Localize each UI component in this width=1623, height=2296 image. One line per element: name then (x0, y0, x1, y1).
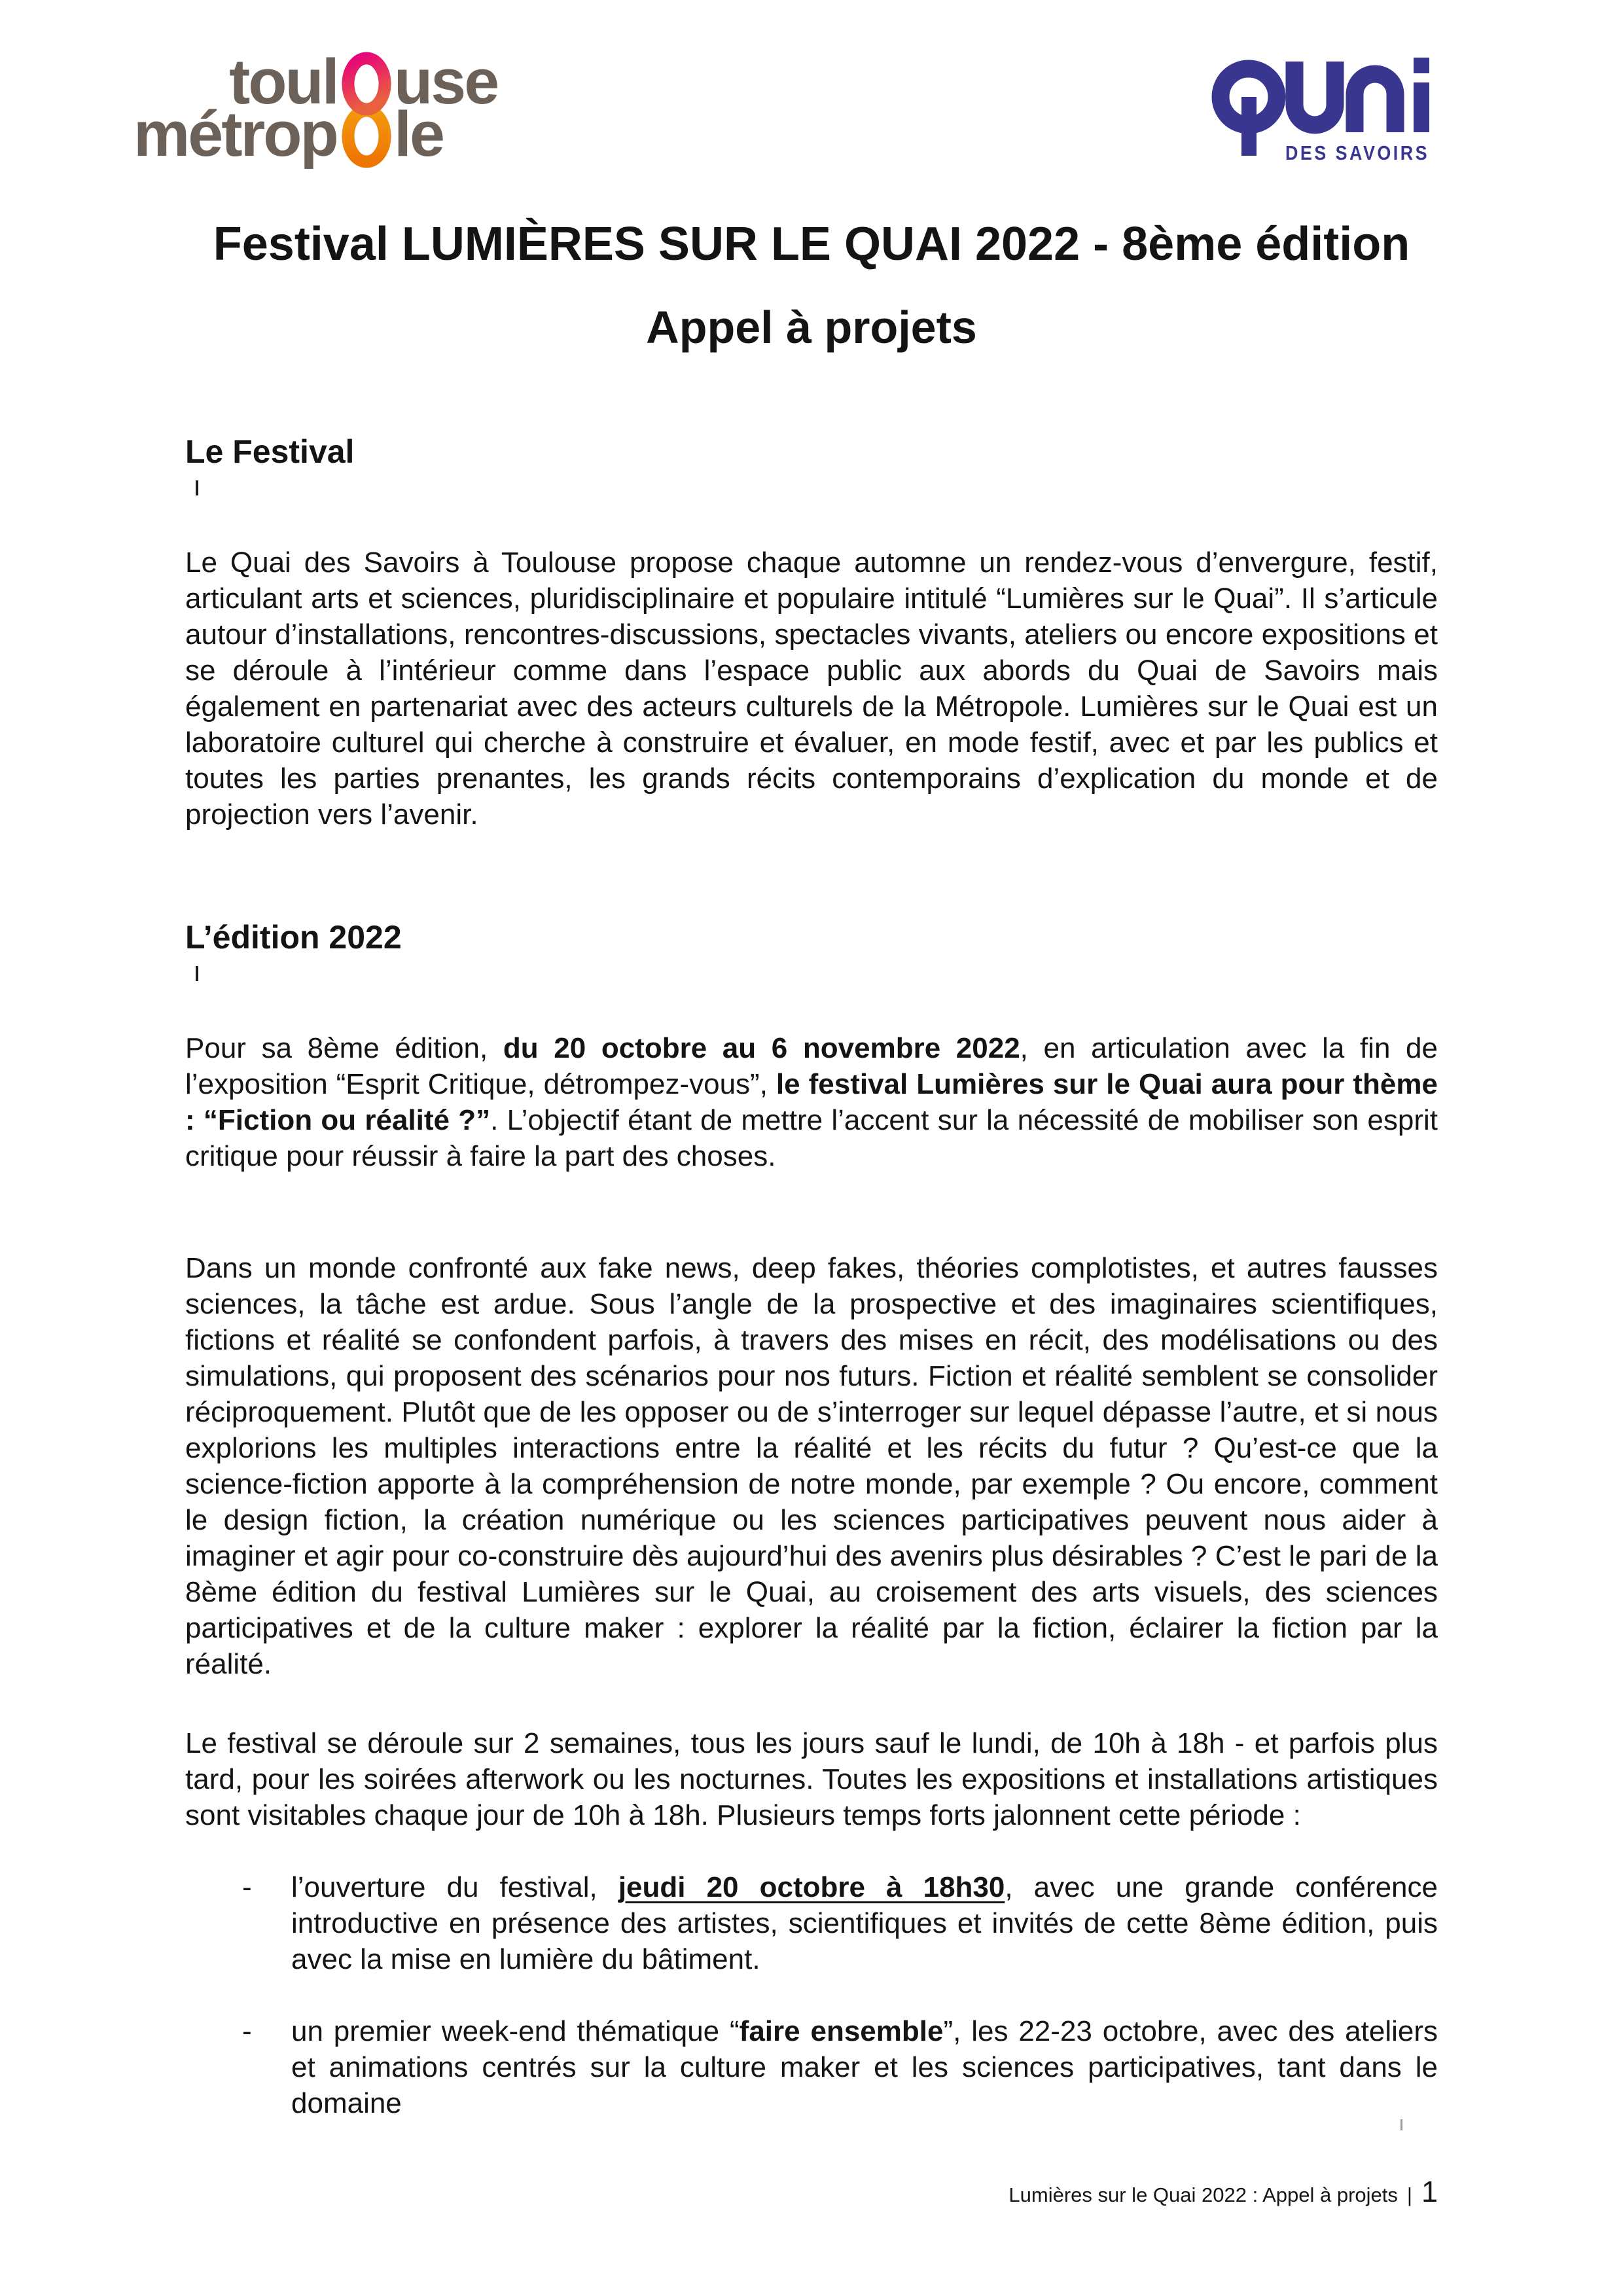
list-item (185, 1869, 1438, 1977)
list-item-text (291, 1869, 1438, 1977)
toulouse-metropole-logo (116, 50, 509, 174)
paragraph (185, 1030, 1438, 1174)
paragraph (185, 1725, 1438, 1833)
toulouse-wordmark-right: use (394, 50, 498, 117)
bullet-dash: - (242, 2015, 252, 2047)
text-run: ”, les 22-23 octobre, avec des ateliers et animations centrés sur la culture maker et les sciences participatives, tant dans le domaine (291, 2015, 1438, 2119)
page-subtitle: Appel à projets (646, 302, 977, 353)
section-heading: L’édition 2022 (185, 919, 402, 956)
text-run: du 20 octobre au 6 novembre 2022 (503, 1032, 1020, 1064)
text-run: Dans un monde confronté aux fake news, deep fakes, théories complotistes, et autres fausses sciences, la tâche est ardue. Sous l’angle de la prospective et des imaginaires scientifiques, fictions et réalité se confondent parfois, à travers des mises en récit, des modélisations ou des simulations, qui proposent des scénarios pour nos futurs. Fiction et réalité semblent se consolider réciproquement. Plutôt que de les opposer ou de s’interroger sur lequel dépasse l’autre, et si nous explorions les multiples interactions entre la réalité et les récits du futur ? Qu’est-ce que la science-fiction apporte à la compréhension de notre monde, par exemple ? Ou encore, comment le design fiction, la création numérique ou les sciences participatives peuvent nous aider à imaginer et agir pour co-construire dès aujourd’hui des avenirs plus désirables ? C’est le pari de la 8ème édition du festival Lumières sur le Quai, au croisement des arts visuels, des sciences participatives et de la culture maker : explorer la réalité par la fiction, éclairer la fiction par la réalité. (185, 1252, 1438, 1680)
list-item-text (291, 2013, 1438, 2121)
quai-a-glyph (1355, 74, 1395, 132)
text-run: . L’objectif étant de mettre l’accent sur la nécessité de mobiliser son esprit critique pour réussir à faire la part des choses. (185, 1104, 1438, 1172)
text-run: le festival Lumières sur le Quai aura pour thème : “Fiction ou réalité ?” (185, 1068, 1438, 1136)
bullet-dash: - (242, 1871, 252, 1903)
text-run: Pour sa 8ème édition, (185, 1032, 503, 1064)
quai-i-stem (1414, 82, 1429, 132)
quai-u-glyph (1294, 62, 1335, 125)
bullet-list (185, 1869, 1438, 2121)
page-number: 1 (1421, 2175, 1438, 2208)
document-body (185, 432, 1438, 2121)
footer-separator: | (1406, 2183, 1412, 2206)
section-heading: Le Festival (185, 433, 355, 470)
scan-artifact-mark (196, 480, 198, 495)
text-run: un premier week-end thématique “ (291, 2015, 740, 2047)
metropole-wordmark-left: métrop (134, 98, 337, 170)
text-run: l’ouverture du festival, (291, 1871, 618, 1903)
quai-q-stem (1241, 97, 1257, 156)
text-run: jeudi 20 octobre à 18h30 (618, 1871, 1005, 1903)
paragraph (185, 1250, 1438, 1682)
scan-artifact-mark (196, 966, 198, 981)
list-item (185, 2013, 1438, 2121)
text-run: Le festival se déroule sur 2 semaines, tous les jours sauf le lundi, de 10h à 18h - et parfois plus tard, pour les soirées afterwork ou les nocturnes. Toutes les expositions et installations artistiques sont visitables chaque jour de 10h à 18h. Plusieurs temps forts jalonnent cette période : (185, 1727, 1438, 1831)
text-run: , en articulation avec la fin de l’exposition “Esprit Critique, détrompez-vous”, (185, 1032, 1438, 1100)
metropole-orange-ring (348, 111, 385, 162)
toulouse-wordmark-left: toul (229, 50, 338, 117)
quai-subtitle-text: DES SAVOIRS (1285, 141, 1429, 164)
paragraph (185, 545, 1438, 833)
quai-des-savoirs-logo (1209, 55, 1442, 170)
toulouse-pink-ring (348, 58, 385, 109)
text-run: Le Quai des Savoirs à Toulouse propose chaque automne un rendez-vous d’envergure, festif, articulant arts et sciences, pluridisciplinaire et populaire intitulé “Lumières sur le Quai”. Il s’articule autour d’installations, rencontres-discussions, spectacles vivants, ateliers ou encore expositions et se déroule à l’intérieur comme dans l’espace public aux abords du Quai de Savoirs mais également en partenariat avec des acteurs culturels de la Métropole. Lumières sur le Quai est un laboratoire culturel qui cherche à construire et évaluer, en mode festif, avec et par les publics et toutes les parties prenantes, les grands récits contemporains d’explication du monde et de projection vers l’avenir. (185, 547, 1438, 831)
metropole-wordmark-right: le (394, 98, 443, 170)
document-section (185, 432, 1438, 833)
quai-i-dot (1414, 58, 1429, 73)
page-title: Festival LUMIÈRES SUR LE QUAI 2022 - 8ème édition (213, 218, 1410, 270)
document-section (185, 918, 1438, 2121)
scan-artifact-mark (1400, 2119, 1402, 2130)
text-run: faire ensemble (739, 2015, 944, 2047)
text-run: , avec une grande conférence introductive en présence des artistes, scientifiques et invités de cette 8ème édition, puis avec la mise en lumière du bâtiment. (291, 1871, 1438, 1975)
footer-text: Lumières sur le Quai 2022 : Appel à projets (1008, 2183, 1398, 2206)
page-footer (1008, 2177, 1438, 2207)
